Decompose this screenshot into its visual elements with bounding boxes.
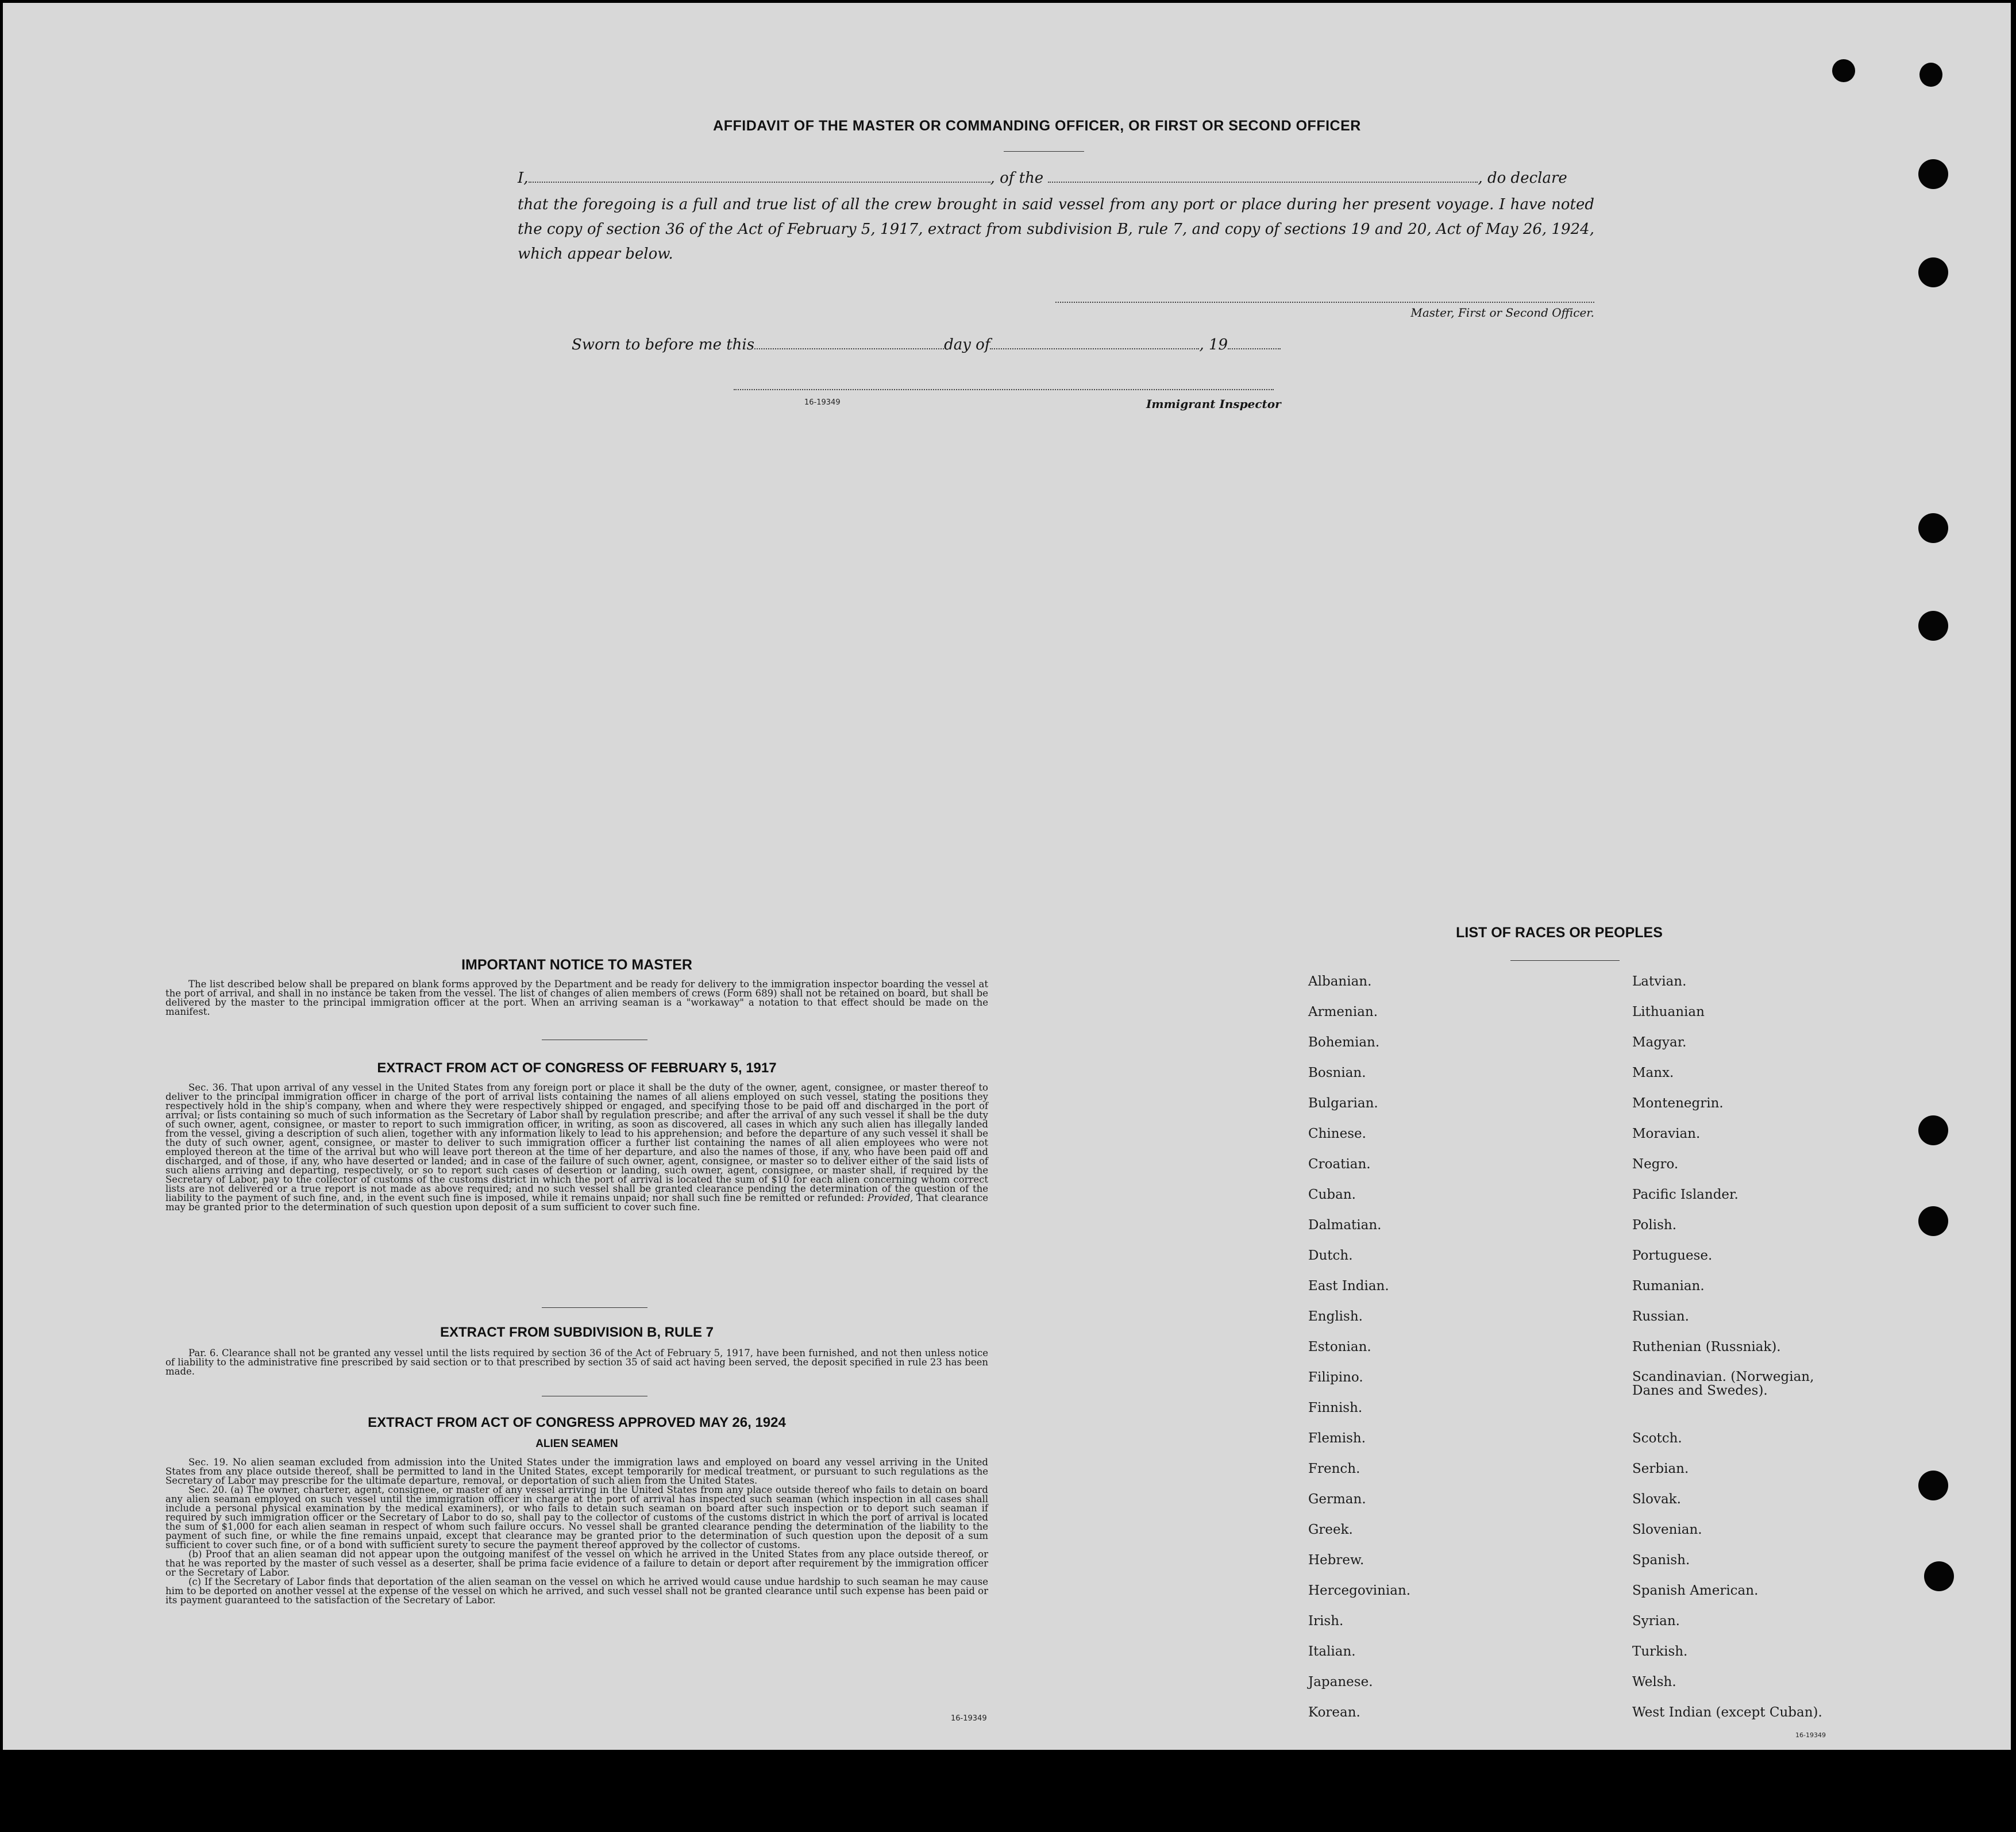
race-item: Bulgarian. (1308, 1096, 1378, 1111)
punch-hole (1918, 1115, 1948, 1145)
race-item: Estonian. (1308, 1340, 1371, 1354)
sworn-line (572, 336, 1290, 353)
sworn-date-field[interactable] (754, 348, 944, 349)
par6-paragraph: Par. 6. Clearance shall not be granted any vessel until the lists required by section 36 of the Act of February 5, 1917, have been furnished, and not then unless notice of liability to the administrative fine prescribed by said section or to that prescribed by section 35 of said act having been served, the deposit specified in rule 23 has been made. (165, 1348, 988, 1377)
race-item: English. (1308, 1309, 1363, 1324)
race-item: East Indian. (1308, 1279, 1389, 1294)
punch-hole (1919, 63, 1942, 87)
divider (1510, 960, 1620, 961)
form-page (3, 3, 2011, 1750)
extract-rule7-body (165, 1349, 988, 1376)
notice-body (165, 980, 988, 1017)
race-item: Croatian. (1308, 1157, 1371, 1172)
race-item: Russian. (1632, 1309, 1689, 1324)
races-title: LIST OF RACES OR PEOPLES (1456, 925, 1663, 941)
race-item: German. (1308, 1492, 1366, 1507)
race-item: Japanese. (1308, 1675, 1373, 1689)
sec20b-paragraph: (b) Proof that an alien seaman did not appear upon the outgoing manifest of the vessel on which he arrived in the United States from any place outside thereof, or that he was reported by the master of such vessel as a deserter, shall be prima facie evidence of a failure to detain or deport after requirement by the immigration officer or the Secretary of Labor. (165, 1549, 988, 1578)
sworn-month-field[interactable] (990, 348, 1199, 349)
race-item: Spanish. (1632, 1553, 1690, 1568)
race-item: Scotch. (1632, 1431, 1682, 1446)
race-item: Ruthenian (Russniak). (1632, 1340, 1781, 1354)
punch-hole (1832, 59, 1855, 82)
extract-1924-title: EXTRACT FROM ACT OF CONGRESS APPROVED MAY 26, 1924 (368, 1415, 786, 1430)
race-item: Dalmatian. (1308, 1218, 1382, 1233)
race-item: Latvian. (1632, 974, 1687, 989)
punch-hole (1918, 513, 1948, 543)
race-item: French. (1308, 1461, 1360, 1476)
extract-1924-body (165, 1458, 988, 1605)
race-item: Finnish. (1308, 1400, 1363, 1415)
punch-hole (1918, 1206, 1948, 1236)
race-item: Montenegrin. (1632, 1096, 1724, 1111)
form-number: 16-19349 (951, 1714, 987, 1723)
race-item: Manx. (1632, 1065, 1674, 1080)
sworn-label: Sworn to before me this (572, 336, 755, 353)
race-item: Dutch. (1308, 1248, 1353, 1263)
alien-seamen-subtitle: ALIEN SEAMEN (535, 1438, 618, 1450)
race-item: Negro. (1632, 1157, 1679, 1172)
race-item: Portuguese. (1632, 1248, 1713, 1263)
race-item: Turkish. (1632, 1644, 1688, 1659)
race-item: Rumanian. (1632, 1279, 1705, 1294)
race-item: Hercegovinian. (1308, 1583, 1411, 1598)
race-item: Bohemian. (1308, 1035, 1380, 1050)
punch-hole (1918, 611, 1948, 641)
notice-paragraph: The list described below shall be prepared on blank forms approved by the Department and be ready for delivery to the immigration inspector boarding the vessel at the port of arrival, and shall in no instance be taken from the vessel. The list of changes of alien members of crews (Form 689) shall not be retained on board, but shall be delivered by the master to the principal immigration officer at the port. When an arriving seaman is a "workaway" a notation to that effect should be made on the manifest. (165, 979, 988, 1017)
race-item: Flemish. (1308, 1431, 1366, 1446)
extract-1917-title: EXTRACT FROM ACT OF CONGRESS OF FEBRUARY 5, 1917 (377, 1060, 777, 1076)
race-item: Slovenian. (1632, 1522, 1702, 1537)
race-item: Chinese. (1308, 1126, 1366, 1141)
label-i: I, (518, 170, 529, 187)
extract-rule7-title: EXTRACT FROM SUBDIVISION B, RULE 7 (440, 1325, 714, 1340)
form-number: 16-19349 (1795, 1731, 1826, 1739)
race-item: Slovak. (1632, 1492, 1681, 1507)
master-signature-line[interactable] (1055, 302, 1594, 303)
race-item: Serbian. (1632, 1461, 1689, 1476)
punch-hole (1918, 257, 1948, 287)
provided-keyword: Provided, (867, 1192, 913, 1203)
sworn-year-field[interactable] (1228, 348, 1281, 349)
punch-hole (1918, 159, 1948, 189)
master-name-field[interactable] (529, 181, 990, 183)
form-number: 16-19349 (804, 398, 841, 407)
race-item: Pacific Islander. (1632, 1187, 1739, 1202)
race-item: Filipino. (1308, 1370, 1363, 1385)
race-item: Hebrew. (1308, 1553, 1364, 1568)
race-item: Armenian. (1308, 1004, 1378, 1019)
sec36-paragraph (165, 1083, 988, 1212)
sworn-day-of: day of (944, 336, 990, 353)
vessel-name-field[interactable] (1048, 181, 1478, 183)
race-item: Spanish American. (1632, 1583, 1759, 1598)
race-item: Irish. (1308, 1614, 1344, 1629)
punch-hole (1924, 1561, 1954, 1591)
race-item: Cuban. (1308, 1187, 1356, 1202)
sec19-paragraph: Sec. 19. No alien seaman excluded from admission into the United States under the immigration laws and employed on board any vessel arriving in the United States from any place outside thereof, shall be permitted to land in the United States, except temporarily for medical treatment, or pursuant to such regulations as the Secretary of Labor may prescribe for the ultimate departure, removal, or deportation of such alien from the United States. (165, 1457, 988, 1486)
notice-title: IMPORTANT NOTICE TO MASTER (461, 957, 692, 973)
divider (542, 1307, 647, 1308)
race-item: Moravian. (1632, 1126, 1701, 1141)
divider (1004, 151, 1084, 152)
inspector-signature-line[interactable] (734, 389, 1274, 390)
label-do-declare: , do declare (1478, 170, 1567, 187)
sworn-year-label: , 19 (1199, 336, 1228, 353)
sec36-text: Sec. 36. That upon arrival of any vessel in the United States from any foreign port or place it shall be the duty of the owner, agent, consignee, or master thereof to deliver to the principal immigration officer in charge of the port of arrival lists containing the names of all aliens employed on such vessel, stating the positions they respectively hold in the ship's company, when and where they were respectively shipped or engaged, and specifying those to be paid off and discharged in the port of arrival; or lists containing so much of such information as the Secretary of Labor shall by regulation prescribe; and after the arrival of any such vessel it shall be the duty of such owner, agent, consignee, or master to report to such immigration officer, in writing, as soon as discovered, all cases in which any such alien has illegally landed from the vessel, giving a description of such alien, together with any information likely to lead to his apprehension; and before the departure of any such vessel it shall be the duty of such owner, agent, consignee, or master to deliver to such immigration officer a further list containing the names of all alien employees who were not employed thereon at the time of the arrival but who will leave port thereon at the time of her departure, and also the names of those, if any, who have been paid off and discharged, and of those, if any, who have deserted or landed; and in case of the failure of such owner, agent, consignee, or master so to deliver either of the said lists of such aliens arriving and departing, respectively, or so to report such cases of desertion or landing, such owner, agent, consignee, or master shall, if required by the Secretary of Labor, pay to the collector of customs of the customs district in which the port of arrival is located the sum of $10 for each alien concerning whom correct lists are not delivered or a true report is not made as above required; and no such vessel shall be granted clearance pending the determination of the question of the liability to the payment of such fine, and, in the event such fine is imposed, while it remains unpaid; nor shall such fine be remitted or refunded: (165, 1082, 988, 1203)
race-item: Scandinavian. (Norwegian, Danes and Swedes). (1632, 1369, 1814, 1398)
race-item: Lithuanian (1632, 1004, 1705, 1019)
race-item: Magyar. (1632, 1035, 1687, 1050)
race-item: Albanian. (1308, 974, 1372, 989)
affidavit-title: AFFIDAVIT OF THE MASTER OR COMMANDING OFFICER, OR FIRST OR SECOND OFFICER (713, 118, 1361, 134)
punch-hole (1918, 1471, 1948, 1500)
race-item: Korean. (1308, 1705, 1360, 1720)
master-caption: Master, First or Second Officer. (1410, 306, 1594, 320)
sec20a-paragraph: Sec. 20. (a) The owner, charterer, agent, consignee, or master of any vessel arriving in the United States from any place outside thereof who fails to detain on board any alien seaman employed on such vessel until the immigration officer in charge at the port of arrival has inspected such seaman (which inspection in all cases shall include a personal physical examination by the medical examiners), or who fails to detain such seaman on board after such inspection or to deport such seaman if required by such immigration officer or the Secretary of Labor to do so, shall pay to the collector of customs of the customs district in which the port of arrival is located the sum of $1,000 for each alien seaman in respect of whom such failure occurs. No vessel shall be granted clearance pending the determination of the liability to the payment of such fine, or while the fine remains unpaid, except that clearance may be granted prior to the determination of such question upon the deposit of a sum sufficient to cover such fine, or of a bond with sufficient surety to secure the payment thereof approved by the collector of customs. (165, 1484, 988, 1550)
inspector-caption: Immigrant Inspector (1146, 397, 1281, 411)
label-of-the: , of the (990, 170, 1044, 187)
race-item: Welsh. (1632, 1675, 1676, 1689)
race-item: Italian. (1308, 1644, 1356, 1659)
race-item: Greek. (1308, 1522, 1353, 1537)
race-item: Polish. (1632, 1218, 1677, 1233)
sec20c-paragraph: (c) If the Secretary of Labor finds that deportation of the alien seaman on the vessel on which he arrived would cause undue hardship to such seaman he may cause him to be deported on another vessel at the expense of the vessel on which he arrived, and such vessel shall not be granted clearance until such expense has been paid or its payment guaranteed to the satisfaction of the Secretary of Labor. (165, 1576, 988, 1606)
extract-1917-body (165, 1083, 988, 1212)
sec36-proviso: That clearance may be granted prior to the determination of such question upon deposit of a sum sufficient to cover such fine. (165, 1192, 988, 1213)
race-item: Bosnian. (1308, 1065, 1366, 1080)
declaration-body: that the foregoing is a full and true list of all the crew brought in said vessel from any port or place during her present voyage. I have noted the copy of section 36 of the Act of February 5, 1917, extract from subdivision B, rule 7, and copy of sections 19 and 20, Act of May 26, 1924, which appear below. (518, 196, 1594, 263)
race-item: West Indian (except Cuban). (1632, 1705, 1822, 1720)
race-item: Syrian. (1632, 1614, 1680, 1629)
declaration-line (518, 170, 1594, 187)
